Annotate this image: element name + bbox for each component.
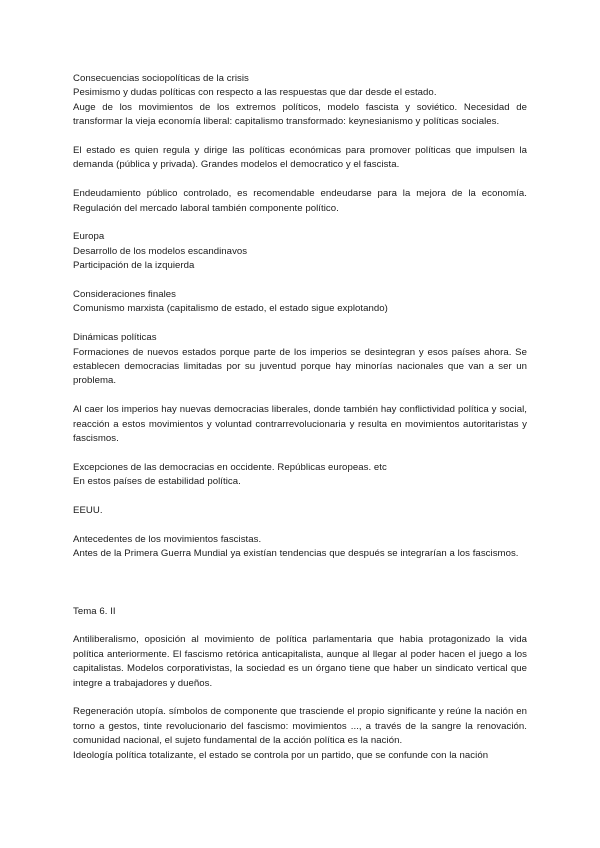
paragraph: Auge de los movimientos de los extremos políticos, modelo fascista y soviético. Necesidad de transformar la vieja economía liberal: capitalismo transformado: keynesianismo y políticas sociales. [73, 101, 527, 128]
document-body [73, 72, 527, 763]
section-heading-crisis: Consecuencias sociopolíticas de la crisis [73, 73, 249, 84]
text-line: Desarrollo de los modelos escandinavos [73, 245, 248, 257]
paragraph: Antes de la Primera Guerra Mundial ya existían tendencias que después se integrarían a los fascismos. [73, 548, 519, 560]
text-line: Comunismo marxista (capitalismo de estado, el estado sigue explotando) [73, 303, 388, 315]
section-heading-europa: Europa [73, 231, 105, 243]
text-line: En estos países de estabilidad política. [73, 476, 241, 488]
section-heading-consideraciones: Consideraciones finales [73, 289, 177, 301]
text-line: Ideología política totalizante, el estado se controla por un partido, que se confunde con la nación [73, 749, 489, 761]
text-line: Participación de la izquierda [73, 260, 195, 272]
spacer [73, 691, 527, 705]
spacer [73, 490, 527, 504]
paragraph: Endeudamiento público controlado, es recomendable endeudarse para la mejora de la economía. Regulación del mercado laboral también componente político. [73, 188, 527, 214]
spacer [73, 274, 527, 288]
spacer [73, 130, 527, 144]
text-line: Pesimismo y dudas políticas con respecto a las respuestas que dar desde el estado. [73, 87, 437, 99]
spacer [73, 216, 527, 230]
paragraph: Al caer los imperios hay nuevas democracias liberales, donde también hay conflictividad política y social, reacción a estos movimientos y voluntad contrarrevolucionaria y resulta en movimientos autoritaristas y fascismos. [73, 404, 527, 445]
spacer [73, 389, 527, 403]
paragraph: El estado es quien regula y dirige las políticas económicas para promover políticas que impulsen la demanda (pública y privada). Grandes modelos el democratico y el fascista. [73, 145, 527, 171]
paragraph: Regeneración utopía. símbolos de componente que trasciende el propio significante y reúne la nación en torno a gestos, tinte revolucionario del fascismo: movimientos ..., a través de la sangre la renovación. comunidad nacional, el sujeto fundamental de la acción política es la nación. [73, 706, 527, 747]
section-heading-dinamicas: Dinámicas políticas [73, 332, 157, 344]
section-heading-antecedentes: Antecedentes de los movimientos fascistas. [73, 533, 262, 545]
spacer [73, 173, 527, 187]
spacer [73, 518, 527, 532]
section-heading-tema: Tema 6. II [73, 605, 116, 617]
section-heading-eeuu: EEUU. [73, 505, 103, 517]
spacer [73, 619, 527, 633]
paragraph: Formaciones de nuevos estados porque parte de los imperios se desintegran y esos países ahora. Se establecen democracias limitadas por su juventud porque hay minorías nacionales que van a ser un problema. [73, 346, 527, 387]
spacer [73, 562, 527, 605]
paragraph: Antiliberalismo, oposición al movimiento de política parlamentaria que habia protagonizado la vida política anteriormente. El fascismo retórica anticapitalista, aunque al llegar al poder hacen el juego a los capitalistas. Modelos corporativistas, la sociedad es un órgano tiene que haber un sindicato vertical que integre a trabajadores y dueños. [73, 634, 527, 689]
text-line: Excepciones de las democracias en occidente. Repúblicas europeas. etc [73, 461, 387, 473]
spacer [73, 317, 527, 331]
spacer [73, 446, 527, 460]
